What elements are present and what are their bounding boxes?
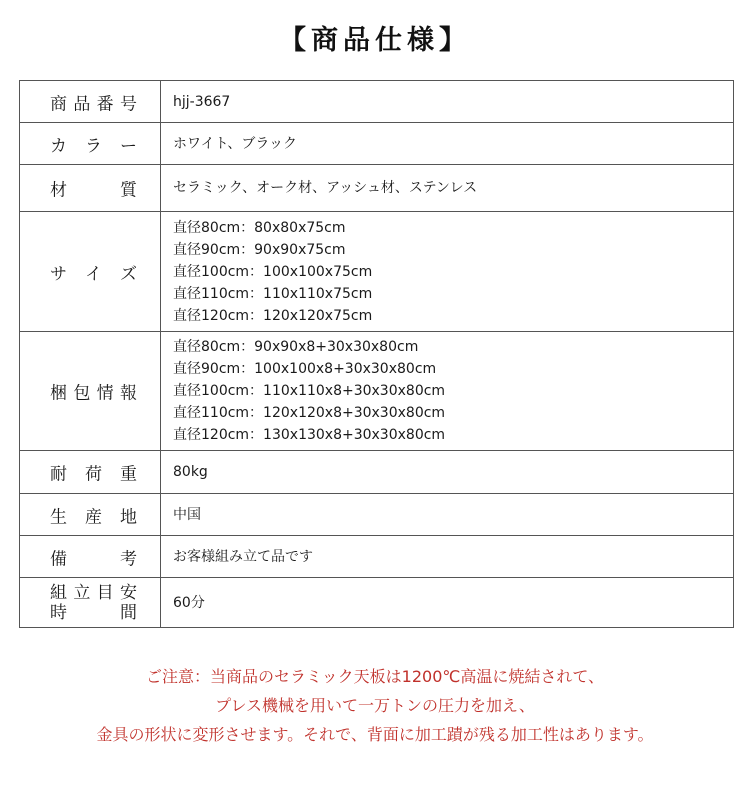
spec-value bbox=[161, 123, 734, 165]
spec-value-line: 直径110cm：110x110x75cm bbox=[173, 285, 373, 302]
spec-label-char: 備 bbox=[50, 549, 68, 569]
spec-value-line: 直径100cm：110x110x8+30x30x80cm bbox=[173, 383, 446, 399]
spec-label bbox=[20, 165, 161, 212]
spec-label bbox=[20, 451, 161, 494]
spec-label-char: 番 bbox=[96, 94, 115, 114]
spec-value bbox=[161, 332, 734, 451]
spec-value-line: 直径80cm：80x80x75cm bbox=[173, 219, 346, 236]
note-line: プレス機械を用いて一万トンの圧力を加え、 bbox=[215, 696, 535, 715]
spec-row bbox=[20, 212, 734, 332]
spec-row bbox=[20, 536, 734, 578]
spec-label-char: 耐 bbox=[50, 464, 68, 485]
spec-label-char: サ bbox=[50, 264, 68, 284]
spec-label bbox=[20, 578, 161, 628]
spec-value bbox=[161, 578, 734, 628]
spec-value-line: セラミック、オーク材、アッシュ材、ステンレス bbox=[173, 180, 478, 196]
spec-label-char: 荷 bbox=[85, 464, 103, 485]
spec-label-char: カ bbox=[50, 136, 68, 156]
spec-row bbox=[20, 451, 734, 494]
spec-label-char: 安 bbox=[119, 582, 138, 603]
spec-label bbox=[20, 123, 161, 165]
spec-value-line: 直径120cm：120x120x75cm bbox=[173, 307, 373, 324]
spec-label-char: 商 bbox=[50, 94, 68, 114]
spec-value-line: 直径110cm：120x120x8+30x30x80cm bbox=[173, 405, 446, 421]
spec-row bbox=[20, 165, 734, 212]
spec-label-char: 重 bbox=[120, 464, 138, 485]
spec-value bbox=[161, 536, 734, 578]
spec-value-line: 直径120cm：130x130x8+30x30x80cm bbox=[173, 427, 446, 443]
caution-notes bbox=[0, 662, 750, 749]
spec-label-char: 梱 bbox=[50, 383, 68, 404]
spec-label-char: 材 bbox=[50, 180, 68, 201]
spec-value-line: 直径90cm：90x90x75cm bbox=[173, 241, 346, 258]
spec-row bbox=[20, 578, 734, 628]
spec-label-char: 目 bbox=[96, 582, 115, 603]
spec-value-line: 80kg bbox=[173, 464, 208, 480]
spec-label-char: ラ bbox=[85, 136, 103, 156]
spec-label-char: 報 bbox=[119, 383, 138, 404]
spec-value-line: ホワイト、ブラック bbox=[173, 135, 298, 152]
spec-label-char: 立 bbox=[73, 582, 92, 603]
spec-label bbox=[20, 494, 161, 536]
spec-value-line: hjj-3667 bbox=[173, 93, 231, 110]
spec-label-char: 産 bbox=[85, 507, 103, 527]
spec-value-line: お客様組み立て品です bbox=[173, 548, 313, 565]
spec-value bbox=[161, 494, 734, 536]
note-line: ご注意：当商品のセラミック天板は1200℃高温に焼結されて、 bbox=[145, 667, 605, 686]
spec-label-char: 品 bbox=[73, 94, 92, 114]
spec-label-char: 情 bbox=[96, 383, 115, 404]
spec-label-char: 時 bbox=[50, 602, 68, 623]
spec-label-char: 地 bbox=[120, 507, 138, 527]
note-line: 金具の形状に変形させます。それで、背面に加工蹟が残る加工性はあります。 bbox=[96, 725, 654, 744]
spec-value-line: 直径80cm：90x90x8+30x30x80cm bbox=[173, 339, 419, 355]
spec-row bbox=[20, 81, 734, 123]
spec-label-char: 考 bbox=[120, 549, 138, 569]
spec-value bbox=[161, 451, 734, 494]
spec-value-line: 直径100cm：100x100x75cm bbox=[173, 263, 373, 280]
spec-label bbox=[20, 81, 161, 123]
spec-value bbox=[161, 212, 734, 332]
spec-label-char: 包 bbox=[73, 383, 92, 404]
spec-label-char: ー bbox=[120, 136, 138, 156]
spec-label-char: 号 bbox=[119, 94, 138, 114]
spec-value-line: 中国 bbox=[173, 506, 201, 523]
spec-label-char: 生 bbox=[50, 507, 68, 527]
spec-value bbox=[161, 81, 734, 123]
spec-value bbox=[161, 165, 734, 212]
spec-label-char: 組 bbox=[50, 582, 68, 603]
page-title: 【商品仕様】 bbox=[279, 25, 471, 56]
spec-label-char: ズ bbox=[120, 264, 138, 284]
spec-value-line: 60分 bbox=[173, 594, 205, 611]
spec-label bbox=[20, 536, 161, 578]
spec-row bbox=[20, 494, 734, 536]
spec-label-char: 質 bbox=[120, 180, 138, 201]
spec-table bbox=[19, 80, 734, 628]
spec-label-char: イ bbox=[85, 264, 103, 284]
spec-row bbox=[20, 332, 734, 451]
spec-value-line: 直径90cm：100x100x8+30x30x80cm bbox=[173, 361, 437, 377]
spec-label-char: 間 bbox=[120, 602, 138, 623]
spec-row bbox=[20, 123, 734, 165]
spec-label bbox=[20, 332, 161, 451]
spec-label bbox=[20, 212, 161, 332]
